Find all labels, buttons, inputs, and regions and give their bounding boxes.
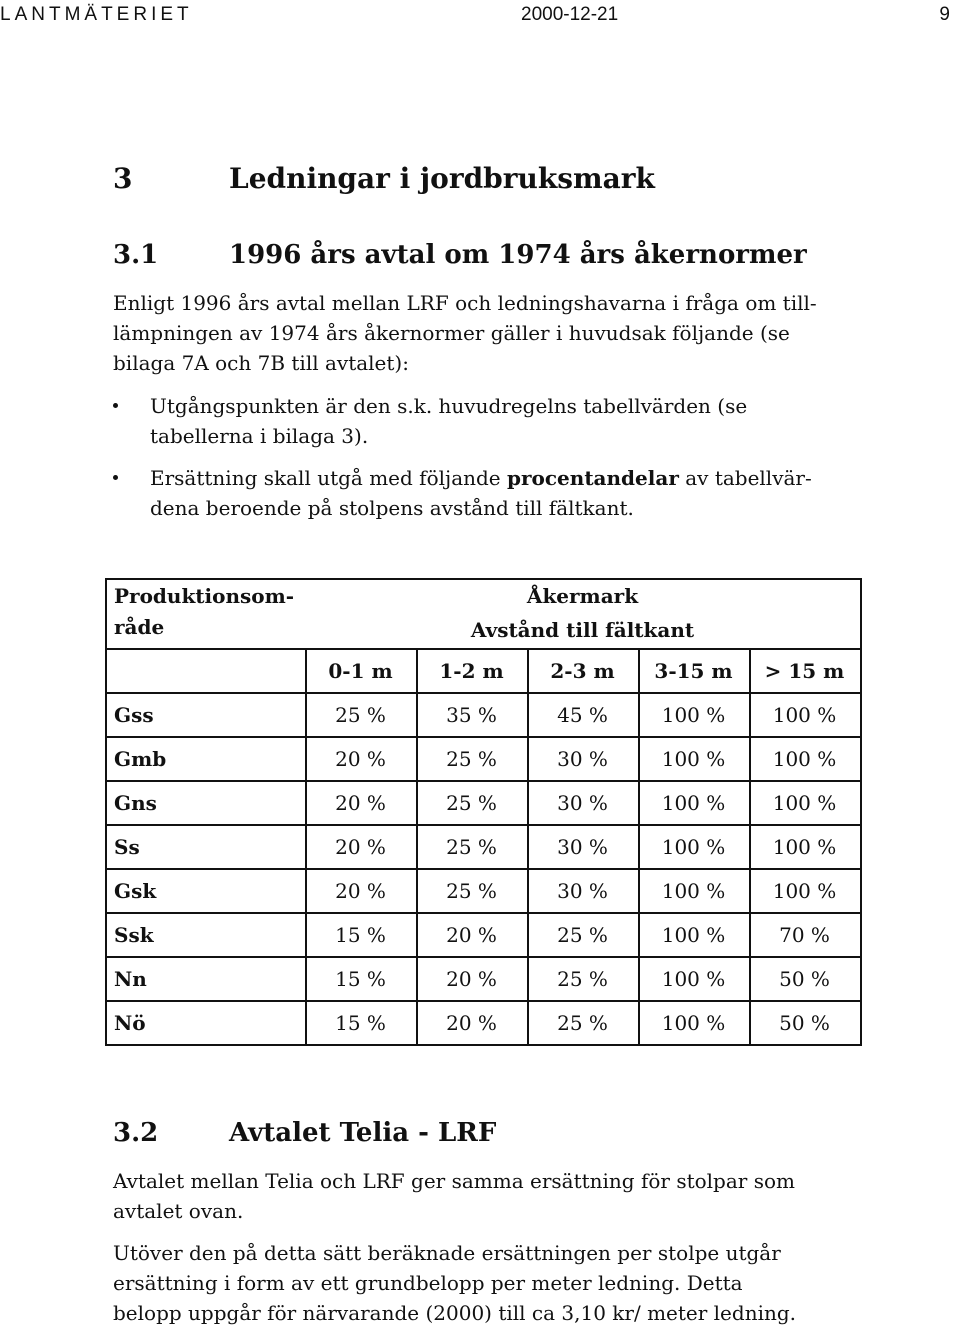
table-cell: 25 % [446, 835, 497, 859]
text-line [150, 463, 853, 493]
table-cell: 100 % [661, 835, 726, 859]
row-area-label: Ssk [114, 923, 154, 947]
table-cell: 20 % [335, 835, 386, 859]
list-item [113, 391, 853, 451]
table-cell: 25 % [446, 791, 497, 815]
section-3-2-heading [113, 1118, 496, 1148]
row-area-label: Nn [114, 967, 147, 991]
table-cell: 20 % [446, 923, 497, 947]
section-3-heading [113, 162, 655, 195]
table-cell: 25 % [335, 703, 386, 727]
column-header: 0-1 m [328, 659, 393, 683]
table-cell: 100 % [661, 703, 726, 727]
table-cell: 30 % [557, 879, 608, 903]
text-line: ersättning i form av ett grundbelopp per meter ledning. Detta [113, 1271, 743, 1295]
corner-header-line: Produktionsom- [114, 584, 295, 608]
table-cell: 100 % [661, 791, 726, 815]
table-cell: 30 % [557, 835, 608, 859]
text-span: av tabellvär- [678, 466, 812, 490]
row-area-label: Nö [114, 1011, 146, 1035]
text-line: belopp uppgår för närvarande (2000) till ca 3,10 kr/ meter ledning. [113, 1301, 797, 1325]
header-org: LANTMÄTERIET [0, 4, 193, 25]
text-line: dena beroende på stolpens avstånd till fältkant. [150, 496, 634, 520]
table-vertical-rule [638, 648, 640, 1046]
paragraph [113, 1166, 853, 1226]
row-area-label: Gsk [114, 879, 157, 903]
text-span: Ersättning skall utgå med följande [150, 466, 508, 490]
table-cell: 25 % [557, 923, 608, 947]
table-cell: 50 % [779, 1011, 830, 1035]
section-title: Avtalet Telia - LRF [229, 1118, 497, 1148]
table-cell: 45 % [557, 703, 608, 727]
bullet-icon [113, 475, 118, 480]
row-area-label: Gns [114, 791, 157, 815]
bold-term: procentandelar [507, 466, 679, 490]
table-cell: 35 % [446, 703, 497, 727]
table-vertical-rule [749, 648, 751, 1046]
text-line: Enligt 1996 års avtal mellan LRF och ledningshavarna i fråga om till- [113, 291, 817, 315]
table-vertical-rule [305, 648, 307, 1046]
column-header: 1-2 m [439, 659, 504, 683]
text-line: Utgångspunkten är den s.k. huvudregelns tabellvärden (se [150, 394, 748, 418]
paragraph [113, 1238, 853, 1328]
table-cell: 70 % [779, 923, 830, 947]
section-3-1-heading [113, 240, 807, 270]
table-cell: 100 % [772, 791, 837, 815]
table-cell: 20 % [446, 1011, 497, 1035]
group-header: Åkermark [526, 584, 639, 608]
text-line: tabellerna i bilaga 3). [150, 424, 369, 448]
text-line: Avtalet mellan Telia och LRF ger samma ersättning för stolpar som [113, 1169, 795, 1193]
table-cell: 25 % [446, 747, 497, 771]
table-cell: 50 % [779, 967, 830, 991]
table-cell: 20 % [446, 967, 497, 991]
intro-paragraph [113, 288, 853, 378]
table-cell: 25 % [557, 1011, 608, 1035]
table-cell: 15 % [335, 967, 386, 991]
table-cell: 20 % [335, 747, 386, 771]
table-cell: 100 % [772, 747, 837, 771]
table-cell: 100 % [661, 923, 726, 947]
table-cell: 100 % [661, 967, 726, 991]
compensation-table [105, 578, 862, 1046]
column-header: 3-15 m [654, 659, 733, 683]
table-cell: 100 % [772, 879, 837, 903]
bullet-list [113, 391, 853, 535]
row-area-label: Ss [114, 835, 140, 859]
list-item [113, 463, 853, 523]
bullet-icon [113, 403, 118, 408]
section-number: 3.1 [113, 240, 159, 270]
table-vertical-rule [416, 648, 418, 1046]
text-line: lämpningen av 1974 års åkernormer gäller i huvudsak följande (se [113, 321, 790, 345]
table-cell: 20 % [335, 791, 386, 815]
section-title: 1996 års avtal om 1974 års åkernormer [229, 240, 807, 270]
page-number: 9 [939, 4, 950, 25]
column-header: 2-3 m [550, 659, 615, 683]
section-title: Ledningar i jordbruksmark [229, 162, 655, 195]
text-line: avtalet ovan. [113, 1199, 244, 1223]
text-line: bilaga 7A och 7B till avtalet): [113, 351, 409, 375]
table-cell: 30 % [557, 747, 608, 771]
section-number: 3.2 [113, 1118, 159, 1148]
column-header: > 15 m [764, 659, 845, 683]
table-cell: 25 % [557, 967, 608, 991]
table-cell: 30 % [557, 791, 608, 815]
header-date: 2000-12-21 [521, 4, 619, 25]
table-vertical-rule [527, 648, 529, 1046]
table-cell: 20 % [335, 879, 386, 903]
table-cell: 100 % [772, 835, 837, 859]
table-cell: 100 % [772, 703, 837, 727]
corner-header-line: råde [114, 615, 165, 639]
table-cell: 15 % [335, 1011, 386, 1035]
table-cell: 15 % [335, 923, 386, 947]
table-cell: 100 % [661, 747, 726, 771]
table-cell: 25 % [446, 879, 497, 903]
table-horizontal-rule [105, 578, 862, 580]
table-cell: 100 % [661, 1011, 726, 1035]
text-line: Utöver den på detta sätt beräknade ersättningen per stolpe utgår [113, 1241, 781, 1265]
section-number: 3 [113, 162, 133, 195]
table-cell: 100 % [661, 879, 726, 903]
row-area-label: Gss [114, 703, 154, 727]
group-subheader: Avstånd till fältkant [470, 618, 695, 642]
row-area-label: Gmb [114, 747, 167, 771]
